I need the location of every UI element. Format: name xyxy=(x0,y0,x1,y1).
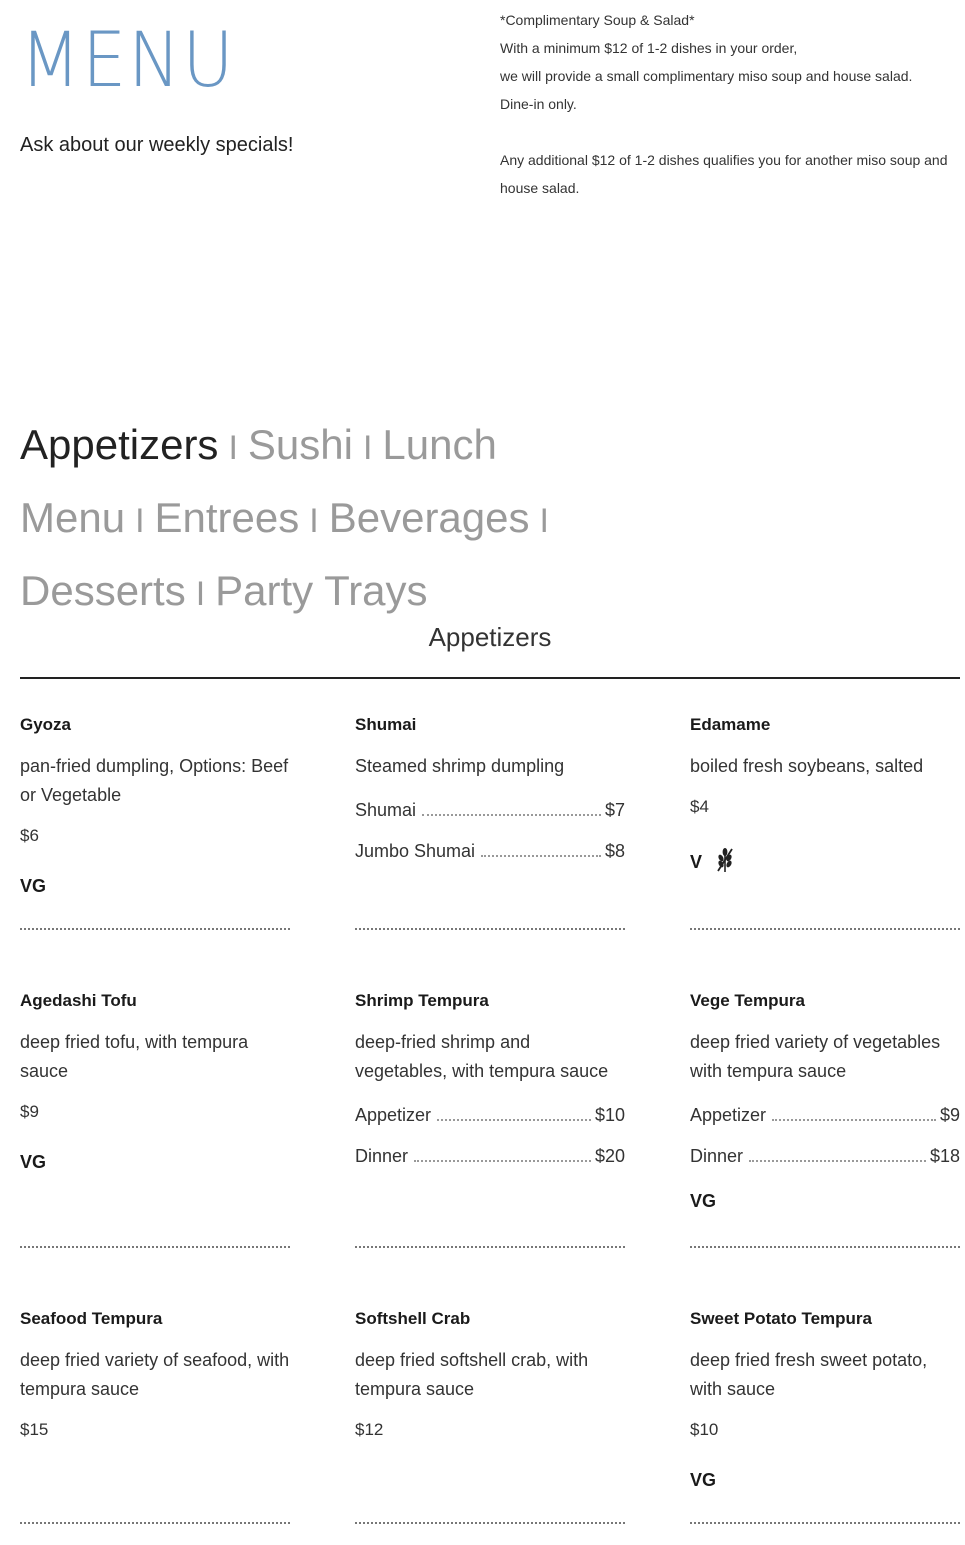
item-description: pan-fried dumpling, Options: Beef or Vegetable xyxy=(20,756,289,805)
diet-tag xyxy=(690,1191,960,1212)
item-name: Vege Tempura xyxy=(690,991,805,1010)
item-name: Softshell Crab xyxy=(355,1309,471,1328)
diet-tag xyxy=(20,876,290,897)
option-price: $20 xyxy=(594,1146,625,1166)
price-option xyxy=(355,797,625,821)
menu-item-seafood-tempura xyxy=(20,1308,290,1440)
item-description: deep fried softshell crab, with tempura sauce xyxy=(355,1350,589,1399)
item-description: boiled fresh soybeans, salted xyxy=(690,756,924,776)
diet-tag xyxy=(690,847,960,878)
promo-info xyxy=(500,6,960,202)
vegetarian-badge: VG xyxy=(20,1152,47,1172)
item-description: deep fried variety of vegetables with tempura sauce xyxy=(690,1032,941,1081)
promo-line: With a minimum $12 of 1-2 dishes in your order, xyxy=(500,40,798,56)
nav-desserts[interactable]: Desserts xyxy=(20,567,186,614)
nav-appetizers[interactable]: Appetizers xyxy=(20,421,219,468)
page-title: MENU xyxy=(20,15,236,104)
nav-party-trays[interactable]: Party Trays xyxy=(215,567,428,614)
option-price: $9 xyxy=(939,1105,960,1125)
nav-separator: I xyxy=(135,502,145,540)
option-price: $7 xyxy=(604,800,625,820)
promo-line: we will provide a small complimentary miso soup and house salad. xyxy=(500,68,913,84)
item-description: deep fried fresh sweet potato, with sauce xyxy=(690,1350,928,1399)
item-divider xyxy=(20,1246,290,1248)
item-price: $15 xyxy=(20,1420,49,1439)
price-option xyxy=(355,1102,625,1126)
gluten-free-icon xyxy=(716,847,734,878)
price-option xyxy=(690,1102,960,1126)
menu-item-shrimp-tempura xyxy=(355,990,625,1167)
price-option xyxy=(690,1143,960,1167)
promo-extra: Any additional $12 of 1-2 dishes qualifies you for another miso soup and house salad. xyxy=(500,152,948,196)
item-description: deep fried tofu, with tempura sauce xyxy=(20,1032,249,1081)
item-price: $6 xyxy=(20,826,39,845)
price-option xyxy=(355,838,625,862)
option-label: Dinner xyxy=(690,1146,744,1166)
item-divider xyxy=(20,1522,290,1524)
nav-entrees[interactable]: Entrees xyxy=(154,494,300,541)
vegetarian-badge: VG xyxy=(690,1470,717,1490)
option-label: Jumbo Shumai xyxy=(355,841,476,861)
item-description: deep fried variety of seafood, with tempura sauce xyxy=(20,1350,290,1399)
option-price: $8 xyxy=(604,841,625,861)
item-name: Edamame xyxy=(690,715,771,734)
specials-note: Ask about our weekly specials! xyxy=(20,134,294,156)
nav-lunch-menu[interactable]: Lunch Menu xyxy=(20,421,497,541)
item-price: $4 xyxy=(690,797,709,816)
nav-separator: I xyxy=(309,502,319,540)
section-divider xyxy=(20,677,960,679)
price-options xyxy=(355,797,625,862)
item-divider xyxy=(355,928,625,930)
option-label: Appetizer xyxy=(355,1105,432,1125)
price-option xyxy=(355,1143,625,1167)
menu-item-agedashi-tofu xyxy=(20,990,290,1173)
item-divider xyxy=(355,1246,625,1248)
option-label: Shumai xyxy=(355,800,417,820)
vegetarian-badge: VG xyxy=(690,1191,717,1211)
promo-line: Dine-in only. xyxy=(500,96,577,112)
nav-separator: I xyxy=(228,429,238,467)
item-divider xyxy=(20,928,290,930)
nav-beverages[interactable]: Beverages xyxy=(328,494,530,541)
option-label: Dinner xyxy=(355,1146,409,1166)
option-price: $18 xyxy=(929,1146,960,1166)
item-divider xyxy=(690,928,960,930)
option-label: Appetizer xyxy=(690,1105,767,1125)
nav-separator: I xyxy=(362,429,373,467)
menu-item-edamame xyxy=(690,714,960,878)
item-divider xyxy=(690,1246,960,1248)
item-price: $12 xyxy=(355,1420,384,1439)
item-name: Agedashi Tofu xyxy=(20,991,137,1010)
item-name: Sweet Potato Tempura xyxy=(690,1309,872,1328)
item-price: $9 xyxy=(20,1102,39,1121)
item-name: Seafood Tempura xyxy=(20,1309,163,1328)
vegetarian-badge: VG xyxy=(20,876,47,896)
item-name: Shrimp Tempura xyxy=(355,991,489,1010)
nav-sushi[interactable]: Sushi xyxy=(247,421,353,468)
diet-tag xyxy=(690,1470,960,1491)
item-description: deep-fried shrimp and vegetables, with tempura sauce xyxy=(355,1032,609,1081)
item-name: Gyoza xyxy=(20,715,72,734)
menu-item-sweet-potato-tempura xyxy=(690,1308,960,1491)
option-price: $10 xyxy=(594,1105,625,1125)
diet-tag xyxy=(20,1152,290,1173)
category-nav xyxy=(20,410,950,629)
nav-separator: I xyxy=(539,502,549,540)
item-divider xyxy=(355,1522,625,1524)
menu-item-shumai xyxy=(355,714,625,862)
item-divider xyxy=(690,1522,960,1524)
nav-separator: I xyxy=(195,575,206,613)
price-options xyxy=(690,1102,960,1167)
menu-item-vege-tempura xyxy=(690,990,960,1212)
item-name: Shumai xyxy=(355,715,417,734)
promo-heading: *Complimentary Soup & Salad* xyxy=(500,12,695,28)
item-price: $10 xyxy=(690,1420,719,1439)
section-title: Appetizers xyxy=(428,622,552,652)
price-options xyxy=(355,1102,625,1167)
item-description: Steamed shrimp dumpling xyxy=(355,756,565,776)
vegan-badge: V xyxy=(690,852,703,872)
menu-item-gyoza xyxy=(20,714,290,897)
menu-item-softshell-crab xyxy=(355,1308,625,1440)
